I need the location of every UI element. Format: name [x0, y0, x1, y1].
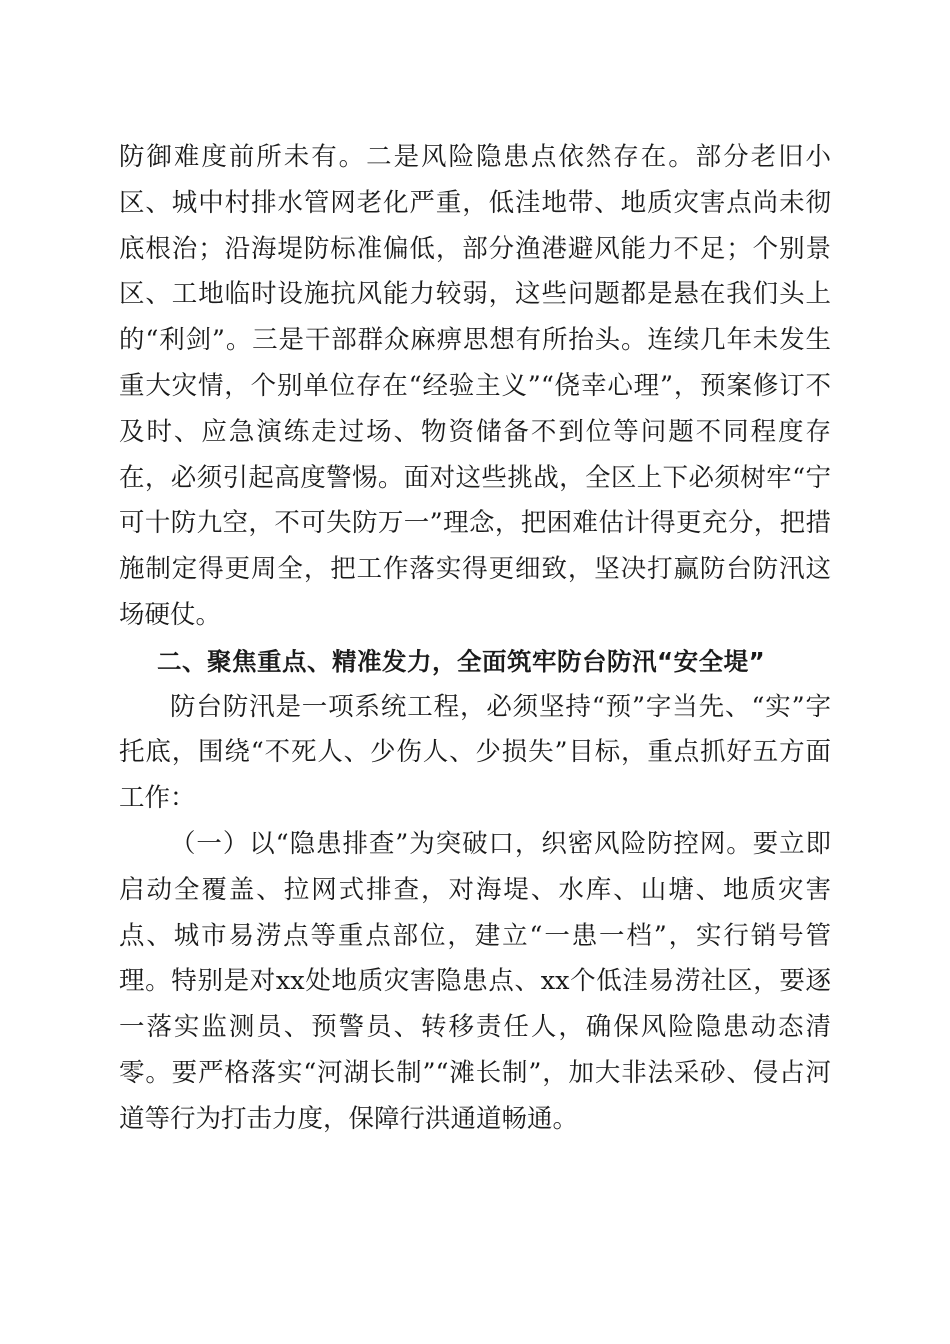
- section-heading-2: 二、聚焦重点、精准发力，全面筑牢防台防汛“安全堤”: [156, 646, 766, 676]
- body-paragraph-3: （一）以“隐患排查”为突破口，织密风险防控网。要立即启动全覆盖、拉网式排查，对海堤、水库、山塘、地质灾害点、城市易涝点等重点部位，建立“一患一档”，实行销号管理。特别是对xx处地质灾害隐患点、xx个低洼易涝社区，要逐一落实监测员、预警员、转移责任人，确保风险隐患动态清零。要严格落实“河湖长制”“滩长制”，加大非法采砂、侵占河道等行为打击力度，保障行洪通道畅通。: [119, 828, 831, 1134]
- document-body: [119, 135, 831, 1143]
- body-paragraph-1: 防御难度前所未有。二是风险隐患点依然存在。部分老旧小区、城中村排水管网老化严重，低洼地带、地质灾害点尚未彻底根治；沿海堤防标准偏低，部分渔港避风能力不足；个别景区、工地临时设施抗风能力较弱，这些问题都是悬在我们头上的“利剑”。三是干部群众麻痹思想有所抬头。连续几年未发生重大灾情，个别单位存在“经验主义”“侥幸心理”，预案修订不及时、应急演练走过场、物资储备不到位等问题不同程度存在，必须引起高度警惕。面对这些挑战，全区上下必须树牢“宁可十防九空，不可失防万一”理念，把困难估计得更充分，把措施制定得更周全，把工作落实得更细致，坚决打赢防台防汛这场硬仗。: [119, 142, 831, 630]
- body-paragraph-2: 防台防汛是一项系统工程，必须坚持“预”字当先、“实”字托底，围绕“不死人、少伤人、少损失”目标，重点抓好五方面工作：: [119, 691, 831, 814]
